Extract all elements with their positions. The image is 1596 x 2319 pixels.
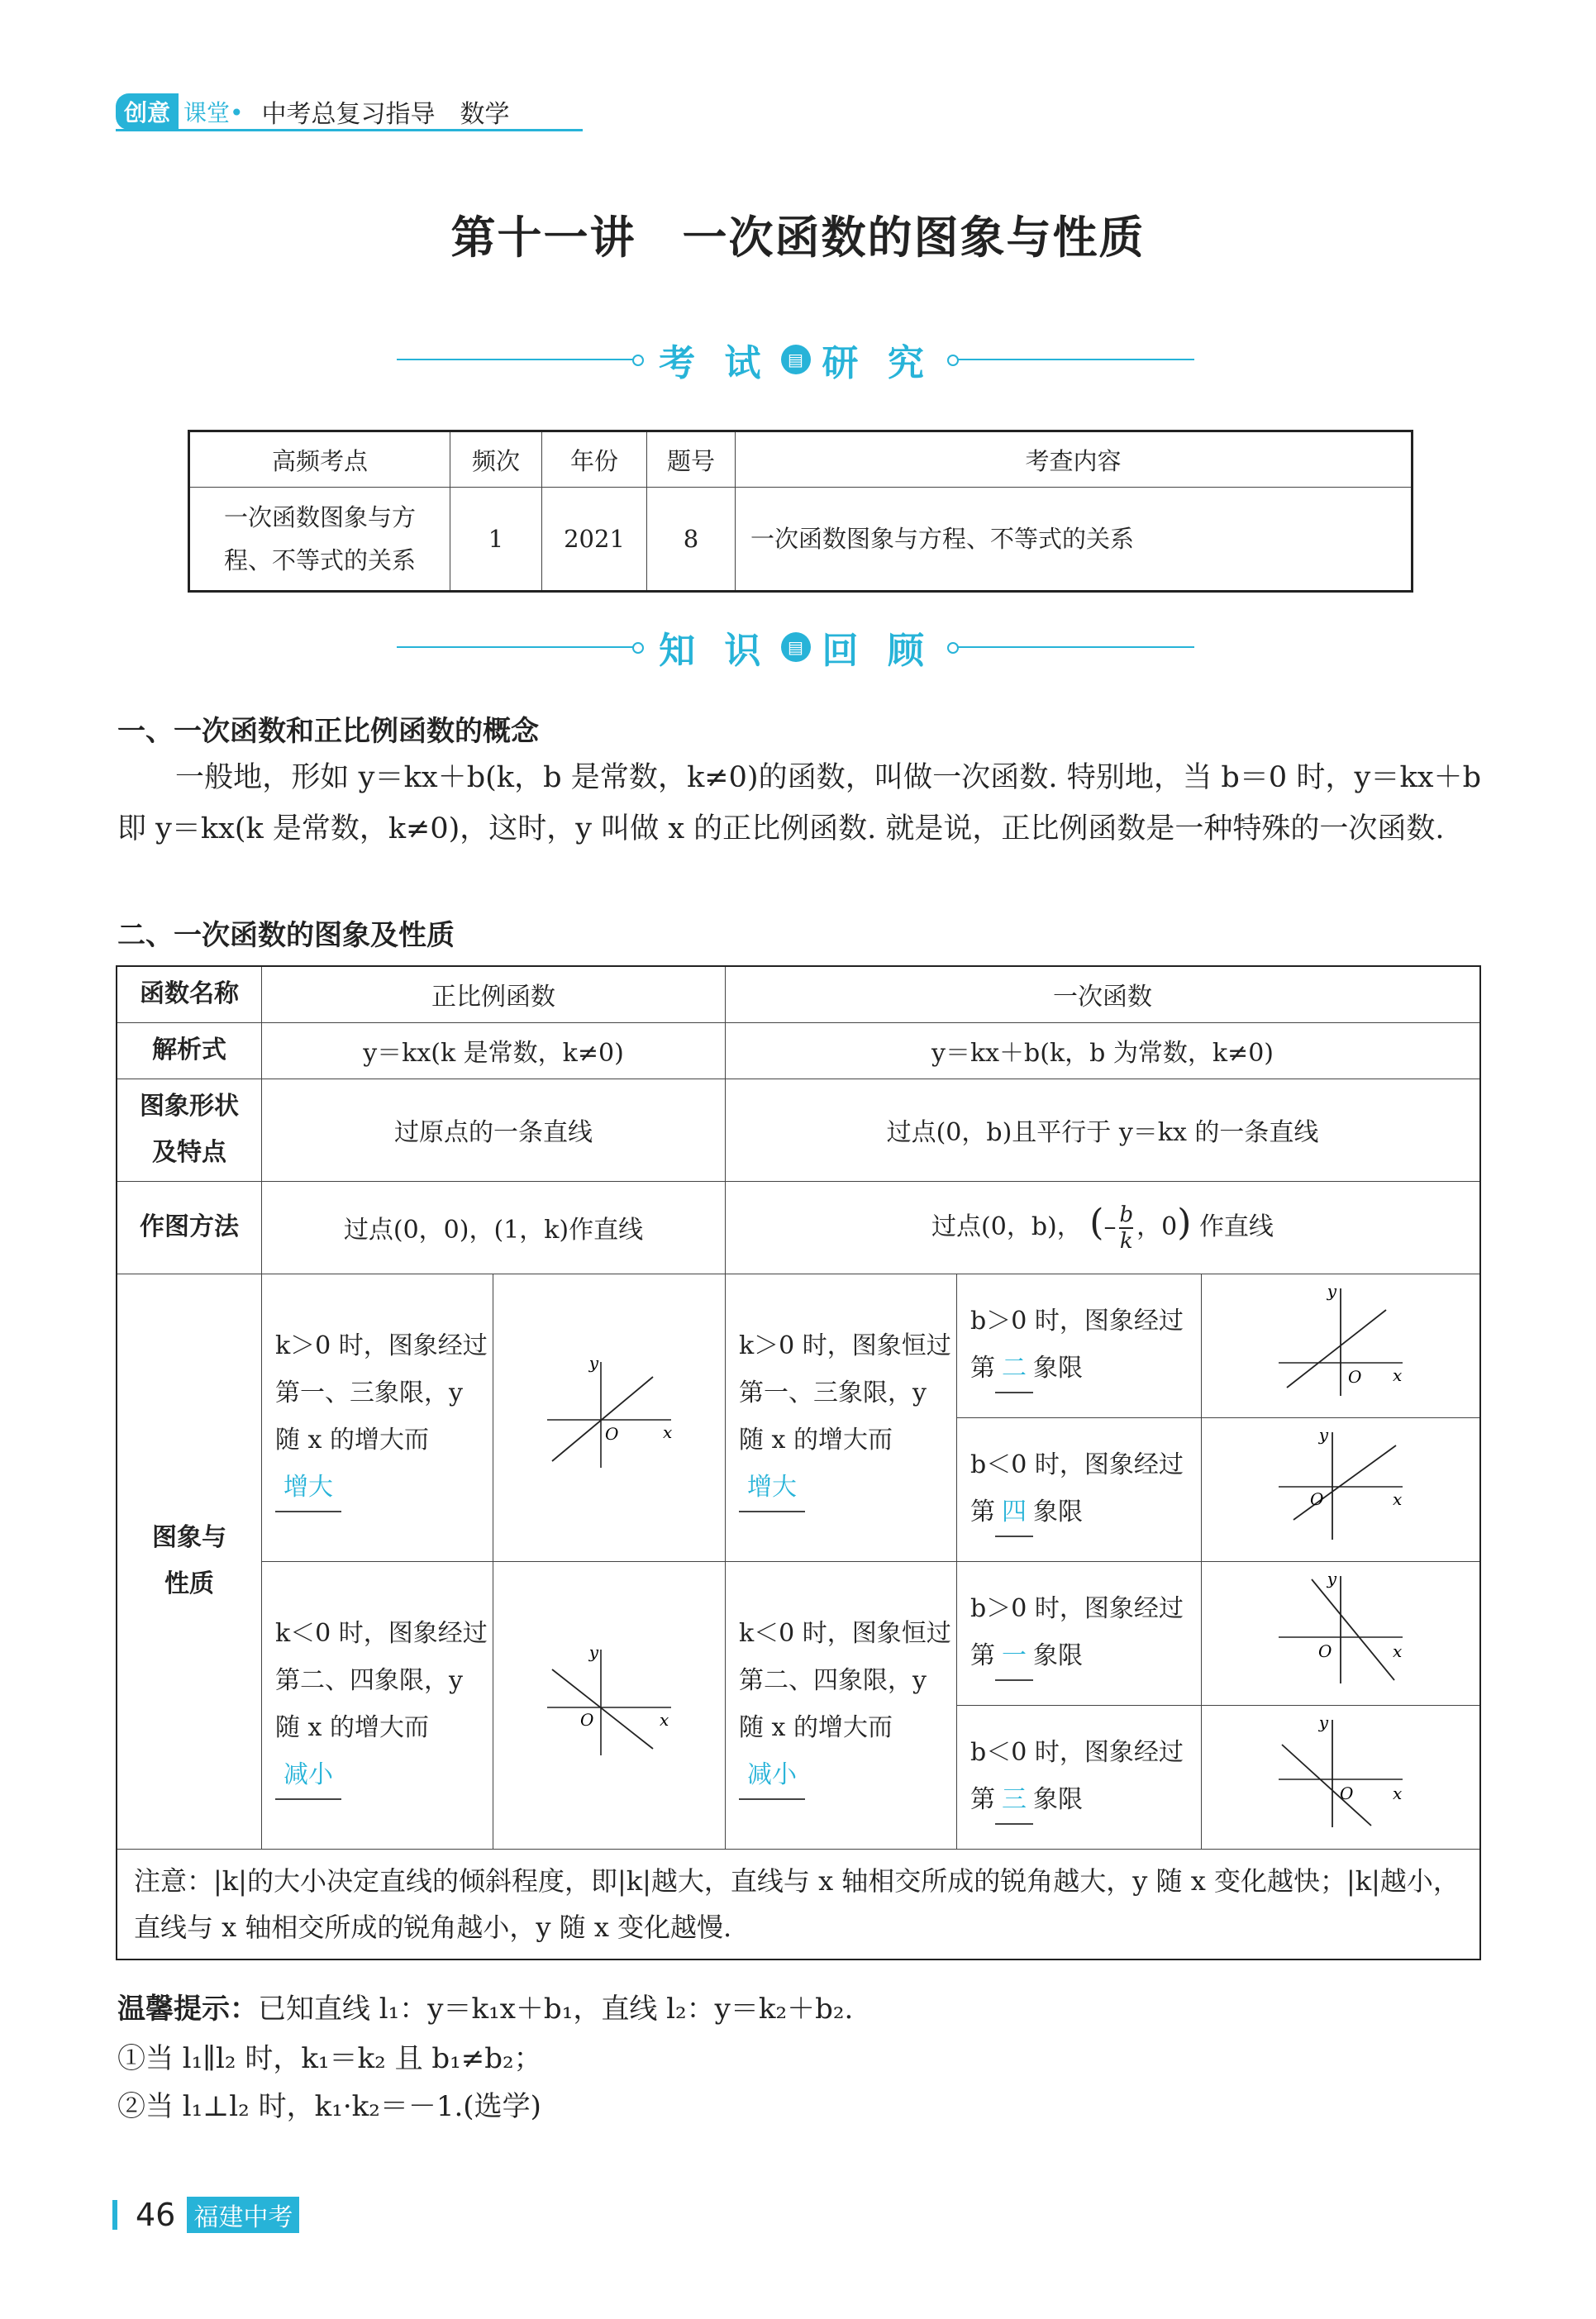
row-label: 解析式 [117,1022,262,1079]
method-text: 作直线 [1198,1212,1274,1241]
origin-label: O [1348,1367,1362,1387]
origin-label: O [605,1424,619,1444]
exam-table [188,430,1413,593]
case-post: 象限 [1033,1785,1083,1814]
graph-prop-kpos [539,1352,679,1476]
axis-x-label: x [663,1422,673,1442]
header-subject: 数学 [460,100,510,129]
axis-y-label: y [1327,1569,1336,1588]
tip-text: 已知直线 l₁：y＝k₁x＋b₁，直线 l₂：y＝k₂＋b₂. [258,1993,854,2026]
case-post: 象限 [1033,1354,1083,1383]
section-divider [397,359,641,360]
case-cell [957,1274,1202,1417]
page-title: 第十一讲 一次函数的图象与性质 [450,212,1146,264]
case-post: 象限 [1033,1498,1083,1526]
axis-y-label: y [1318,1712,1328,1732]
header-book: 中考总复习指导 [261,100,436,129]
axis-x-label: x [1393,1489,1403,1509]
section-heading-exam [397,339,1194,384]
running-header [116,93,510,131]
tip-line1 [117,1983,853,2035]
header-tag-b: 课堂• [183,99,244,126]
method-text: 过点(0，b)， [931,1212,1082,1241]
table-row [117,1022,1480,1079]
row-label: 图象形状及特点 [117,1079,262,1181]
fraction-numerator: b [1119,1202,1134,1227]
tip-line3: ②当 l₁⊥l₂ 时，k₁·k₂＝－1.(选学) [117,2090,541,2123]
axis-y-label: y [1327,1281,1336,1301]
section-heading-review [397,626,1194,672]
exam-cell: 8 [647,488,736,592]
case-post: 象限 [1033,1641,1083,1670]
footer-tag: 福建中考 [187,2197,299,2233]
header-tag-a: 创意 [116,93,179,130]
exam-header: 考查内容 [736,431,1413,488]
tip-line2: ①当 l₁∥l₂ 时，k₁＝k₂ 且 b₁≠b₂； [117,2042,542,2075]
prop-shape: 过原点的一条直线 [262,1079,726,1181]
exam-cell: 1 [450,488,542,592]
linear-kpos-desc: k＞0 时，图象恒过第一、三象限，y 随 x 的增大而 [739,1331,951,1455]
property-table [116,965,1481,1960]
table-row [117,1079,1480,1181]
origin-label: O [1318,1641,1332,1661]
graph-cell [1202,1705,1481,1849]
prop-method: 过点(0，0)，(1，k)作直线 [262,1181,726,1274]
tip-label: 温馨提示： [117,1993,258,2026]
table-row [117,1849,1480,1959]
axis-x-label: x [660,1710,669,1730]
answer-blank: 三 [995,1776,1033,1825]
graph-linear-kpos-bpos [1270,1280,1411,1404]
axis-x-label: x [1393,1783,1403,1803]
concept-paragraph: 一般地，形如 y＝kx＋b(k，b 是常数，k≠0)的函数，叫做一次函数. 特别地，当 b＝0 时，y＝kx＋b 即 y＝kx(k 是常数，k≠0)，这时，y 叫做 x 的正比例函数. 就是说，正比例函数是一种特殊的一次函数. [117,761,1481,845]
exam-header: 频次 [450,431,542,488]
linear-kneg-desc: k＜0 时，图象恒过第二、四象限，y 随 x 的增大而 [739,1619,951,1742]
answer-blank: 减小 [275,1751,341,1800]
prop-expr: y＝kx(k 是常数，k≠0) [262,1022,726,1079]
section-right: 回 顾 [822,630,932,672]
section-right: 研 究 [822,342,932,384]
graph-linear-kpos-bneg [1270,1424,1411,1548]
row-label: 图象与性质 [117,1274,262,1849]
graph-prop-kneg [539,1640,679,1764]
table-row [117,1181,1480,1274]
case-cell [957,1705,1202,1849]
book-icon: ▤ [781,632,811,662]
linear-shape: 过点(0，b)且平行于 y＝kx 的一条直线 [726,1079,1481,1181]
axis-y-label: y [588,1353,598,1373]
exam-cell: 一次函数图象与方程、不等式的关系 [189,488,450,592]
case-cond: b＞0 时，图象经过第 [970,1307,1184,1383]
answer-blank: 二 [995,1345,1033,1393]
page-number: 46 [136,2197,176,2233]
graph-cell [493,1274,726,1561]
table-row [117,1561,1480,1705]
axis-y-label: y [588,1642,598,1662]
prop-kpos-text [262,1274,493,1561]
graph-cell [1202,1561,1481,1705]
case-cond: b＞0 时，图象经过第 [970,1594,1184,1670]
prop-name: 正比例函数 [262,966,726,1022]
exam-header: 年份 [542,431,647,488]
graph-cell [493,1561,726,1849]
row-label: 函数名称 [117,966,262,1022]
axis-y-label: y [1318,1425,1328,1445]
graph-cell [1202,1417,1481,1561]
graph-linear-kneg-bneg [1270,1712,1411,1836]
section-left: 考 试 [659,342,769,384]
row-label: 作图方法 [117,1181,262,1274]
case-cond: b＜0 时，图象经过第 [970,1450,1184,1526]
answer-blank: 增大 [739,1464,805,1512]
table-row [117,1274,1480,1417]
prop-kpos-desc: k＞0 时，图象经过第一、三象限，y 随 x 的增大而 [275,1331,488,1455]
exam-cell: 一次函数图象与方程、不等式的关系 [736,488,1413,592]
prop-kneg-text [262,1561,493,1849]
origin-label: O [1310,1489,1324,1509]
table-row [117,966,1480,1022]
page-footer [112,2197,299,2233]
note-text: 注意：|k|的大小决定直线的倾斜程度，即|k|越大，直线与 x 轴相交所成的锐角越大，y 随 x 变化越快；|k|越小，直线与 x 轴相交所成的锐角越小，y 随 x 变化越慢. [117,1849,1480,1959]
section-divider [397,646,641,648]
heading-concept: 一、一次函数和正比例函数的概念 [117,715,539,748]
exam-cell: 2021 [542,488,647,592]
graph-cell [1202,1274,1481,1417]
exam-header: 题号 [647,431,736,488]
linear-method: 过点(0，b)， (– $\frac{b}{k}$ ，0) 作直线 [726,1181,1481,1274]
exam-header: 高频考点 [189,431,450,488]
answer-blank: 四 [995,1488,1033,1537]
heading-graph: 二、一次函数的图象及性质 [117,919,455,952]
case-cond: b＜0 时，图象经过第 [970,1738,1184,1814]
origin-label: O [1340,1783,1354,1803]
footer-bar [112,2200,117,2230]
linear-expr: y＝kx＋b(k，b 为常数，k≠0) [726,1022,1481,1079]
table-row [189,488,1413,592]
graph-linear-kneg-bpos [1270,1568,1411,1692]
fraction-denominator: k [1119,1228,1133,1254]
answer-blank: 一 [995,1632,1033,1681]
linear-name: 一次函数 [726,966,1481,1022]
section-left: 知 识 [659,630,769,672]
axis-x-label: x [1393,1365,1403,1385]
answer-blank: 增大 [275,1464,341,1512]
origin-label: O [580,1710,594,1730]
axis-x-label: x [1393,1641,1403,1661]
case-cell [957,1561,1202,1705]
section-divider [950,359,1194,360]
linear-kpos-text [726,1274,957,1561]
answer-blank: 减小 [739,1751,805,1800]
header-underline [116,129,583,131]
case-cell [957,1417,1202,1561]
book-icon: ▤ [781,345,811,374]
section-divider [950,646,1194,648]
linear-kneg-text [726,1561,957,1849]
prop-kneg-desc: k＜0 时，图象经过第二、四象限，y 随 x 的增大而 [275,1619,488,1742]
